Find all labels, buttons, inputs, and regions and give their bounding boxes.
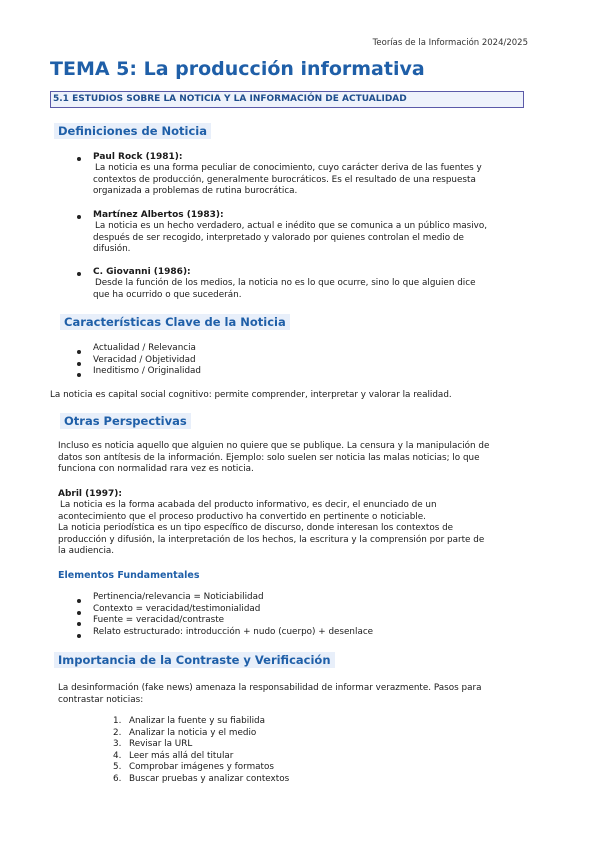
definition-text: La noticia es una forma peculiar de conocimiento, cuyo carácter deriva de las fuentes y contextos de producción, generalmente burocráticos. Es el resultado de una respuesta organizada a problemas de rutina burocrática. bbox=[93, 163, 482, 196]
bullet bbox=[77, 611, 81, 615]
list-item: 4. Leer más allá del titular bbox=[113, 750, 234, 761]
author-giovanni: C. Giovanni (1986): bbox=[93, 267, 191, 277]
list-item: 1. Analizar la fuente y su fiabilida bbox=[113, 716, 266, 726]
paragraph: La noticia es la forma acabada del producto informativo, es decir, el enunciado de un acontecimiento que el proceso productivo ha convertido en pertinente o noticiable. La noticia periodística es un tipo específico de discurso, donde interesan los contextos de producción y difusión, la interpretación de los hechos, la escritura y la comprensión por parte de la audiencia. bbox=[58, 500, 485, 556]
paragraph: Incluso es noticia aquello que alguien no quiere que se publique. La censura y la manipulación de datos son antítesis de la información. Ejemplo: solo suelen ser noticia las malas noticias; lo que funciona con normalidad rara vez es noticia. bbox=[58, 441, 490, 474]
list-item: Pertinencia/relevancia = Noticiabilidad bbox=[93, 592, 264, 602]
subheading-elementos: Elementos Fundamentales bbox=[58, 570, 200, 581]
list-item: 3. Revisar la URL bbox=[113, 739, 193, 749]
subheading-definiciones: Definiciones de Noticia bbox=[54, 123, 211, 139]
bullet bbox=[77, 599, 81, 603]
bullet bbox=[77, 350, 81, 354]
bullet bbox=[77, 215, 81, 219]
list-item: Veracidad / Objetividad bbox=[93, 355, 196, 365]
section-heading: 5.1 ESTUDIOS SOBRE LA NOTICIA Y LA INFORMACIÓN DE ACTUALIDAD bbox=[53, 94, 407, 104]
list-item: Actualidad / Relevancia bbox=[93, 343, 196, 353]
bullet bbox=[77, 634, 81, 638]
author-paul-rock: Paul Rock (1981): bbox=[93, 152, 183, 162]
subheading-importancia: Importancia de la Contraste y Verificación bbox=[54, 652, 335, 668]
paragraph: La noticia es capital social cognitivo: permite comprender, interpretar y valorar la realidad. bbox=[50, 390, 452, 400]
author-abril: Abril (1997): bbox=[58, 489, 123, 499]
bullet bbox=[77, 157, 81, 161]
subheading-caracteristicas: Características Clave de la Noticia bbox=[60, 314, 290, 330]
bullet bbox=[77, 622, 81, 626]
list-item: Fuente = veracidad/contraste bbox=[93, 615, 225, 625]
paragraph: La desinformación (fake news) amenaza la responsabilidad de informar verazmente. Pasos para contrastar noticias: bbox=[58, 683, 482, 705]
bullet bbox=[77, 362, 81, 366]
bullet bbox=[77, 272, 81, 276]
list-item: Relato estructurado: introducción + nudo (cuerpo) + desenlace bbox=[93, 627, 374, 637]
section-heading-box bbox=[50, 91, 524, 108]
list-item: 5. Comprobar imágenes y formatos bbox=[113, 762, 274, 772]
author-martinez-albertos: Martínez Albertos (1983): bbox=[93, 210, 224, 220]
numbered-list bbox=[113, 716, 289, 785]
list-item: Ineditismo / Originalidad bbox=[93, 366, 202, 376]
definition-text: La noticia es un hecho verdadero, actual e inédito que se comunica a un público masivo, después de ser recogido, interpretado y valorado por quienes controlan el medio de difusión. bbox=[93, 221, 488, 254]
running-header: Teorías de la Información 2024/2025 bbox=[372, 38, 528, 48]
subheading-otras: Otras Perspectivas bbox=[60, 413, 191, 429]
list-item: 2. Analizar la noticia y el medio bbox=[113, 727, 257, 738]
list-item: Contexto = veracidad/testimonialidad bbox=[93, 604, 261, 614]
definition-text: Desde la función de los medios, la noticia no es lo que ocurre, sino lo que alguien dice que ha ocurrido o que sucederán. bbox=[93, 278, 476, 300]
bullet bbox=[77, 373, 81, 377]
page-title: TEMA 5: La producción informativa bbox=[50, 58, 425, 80]
list-item: 6. Buscar pruebas y analizar contextos bbox=[113, 773, 290, 784]
